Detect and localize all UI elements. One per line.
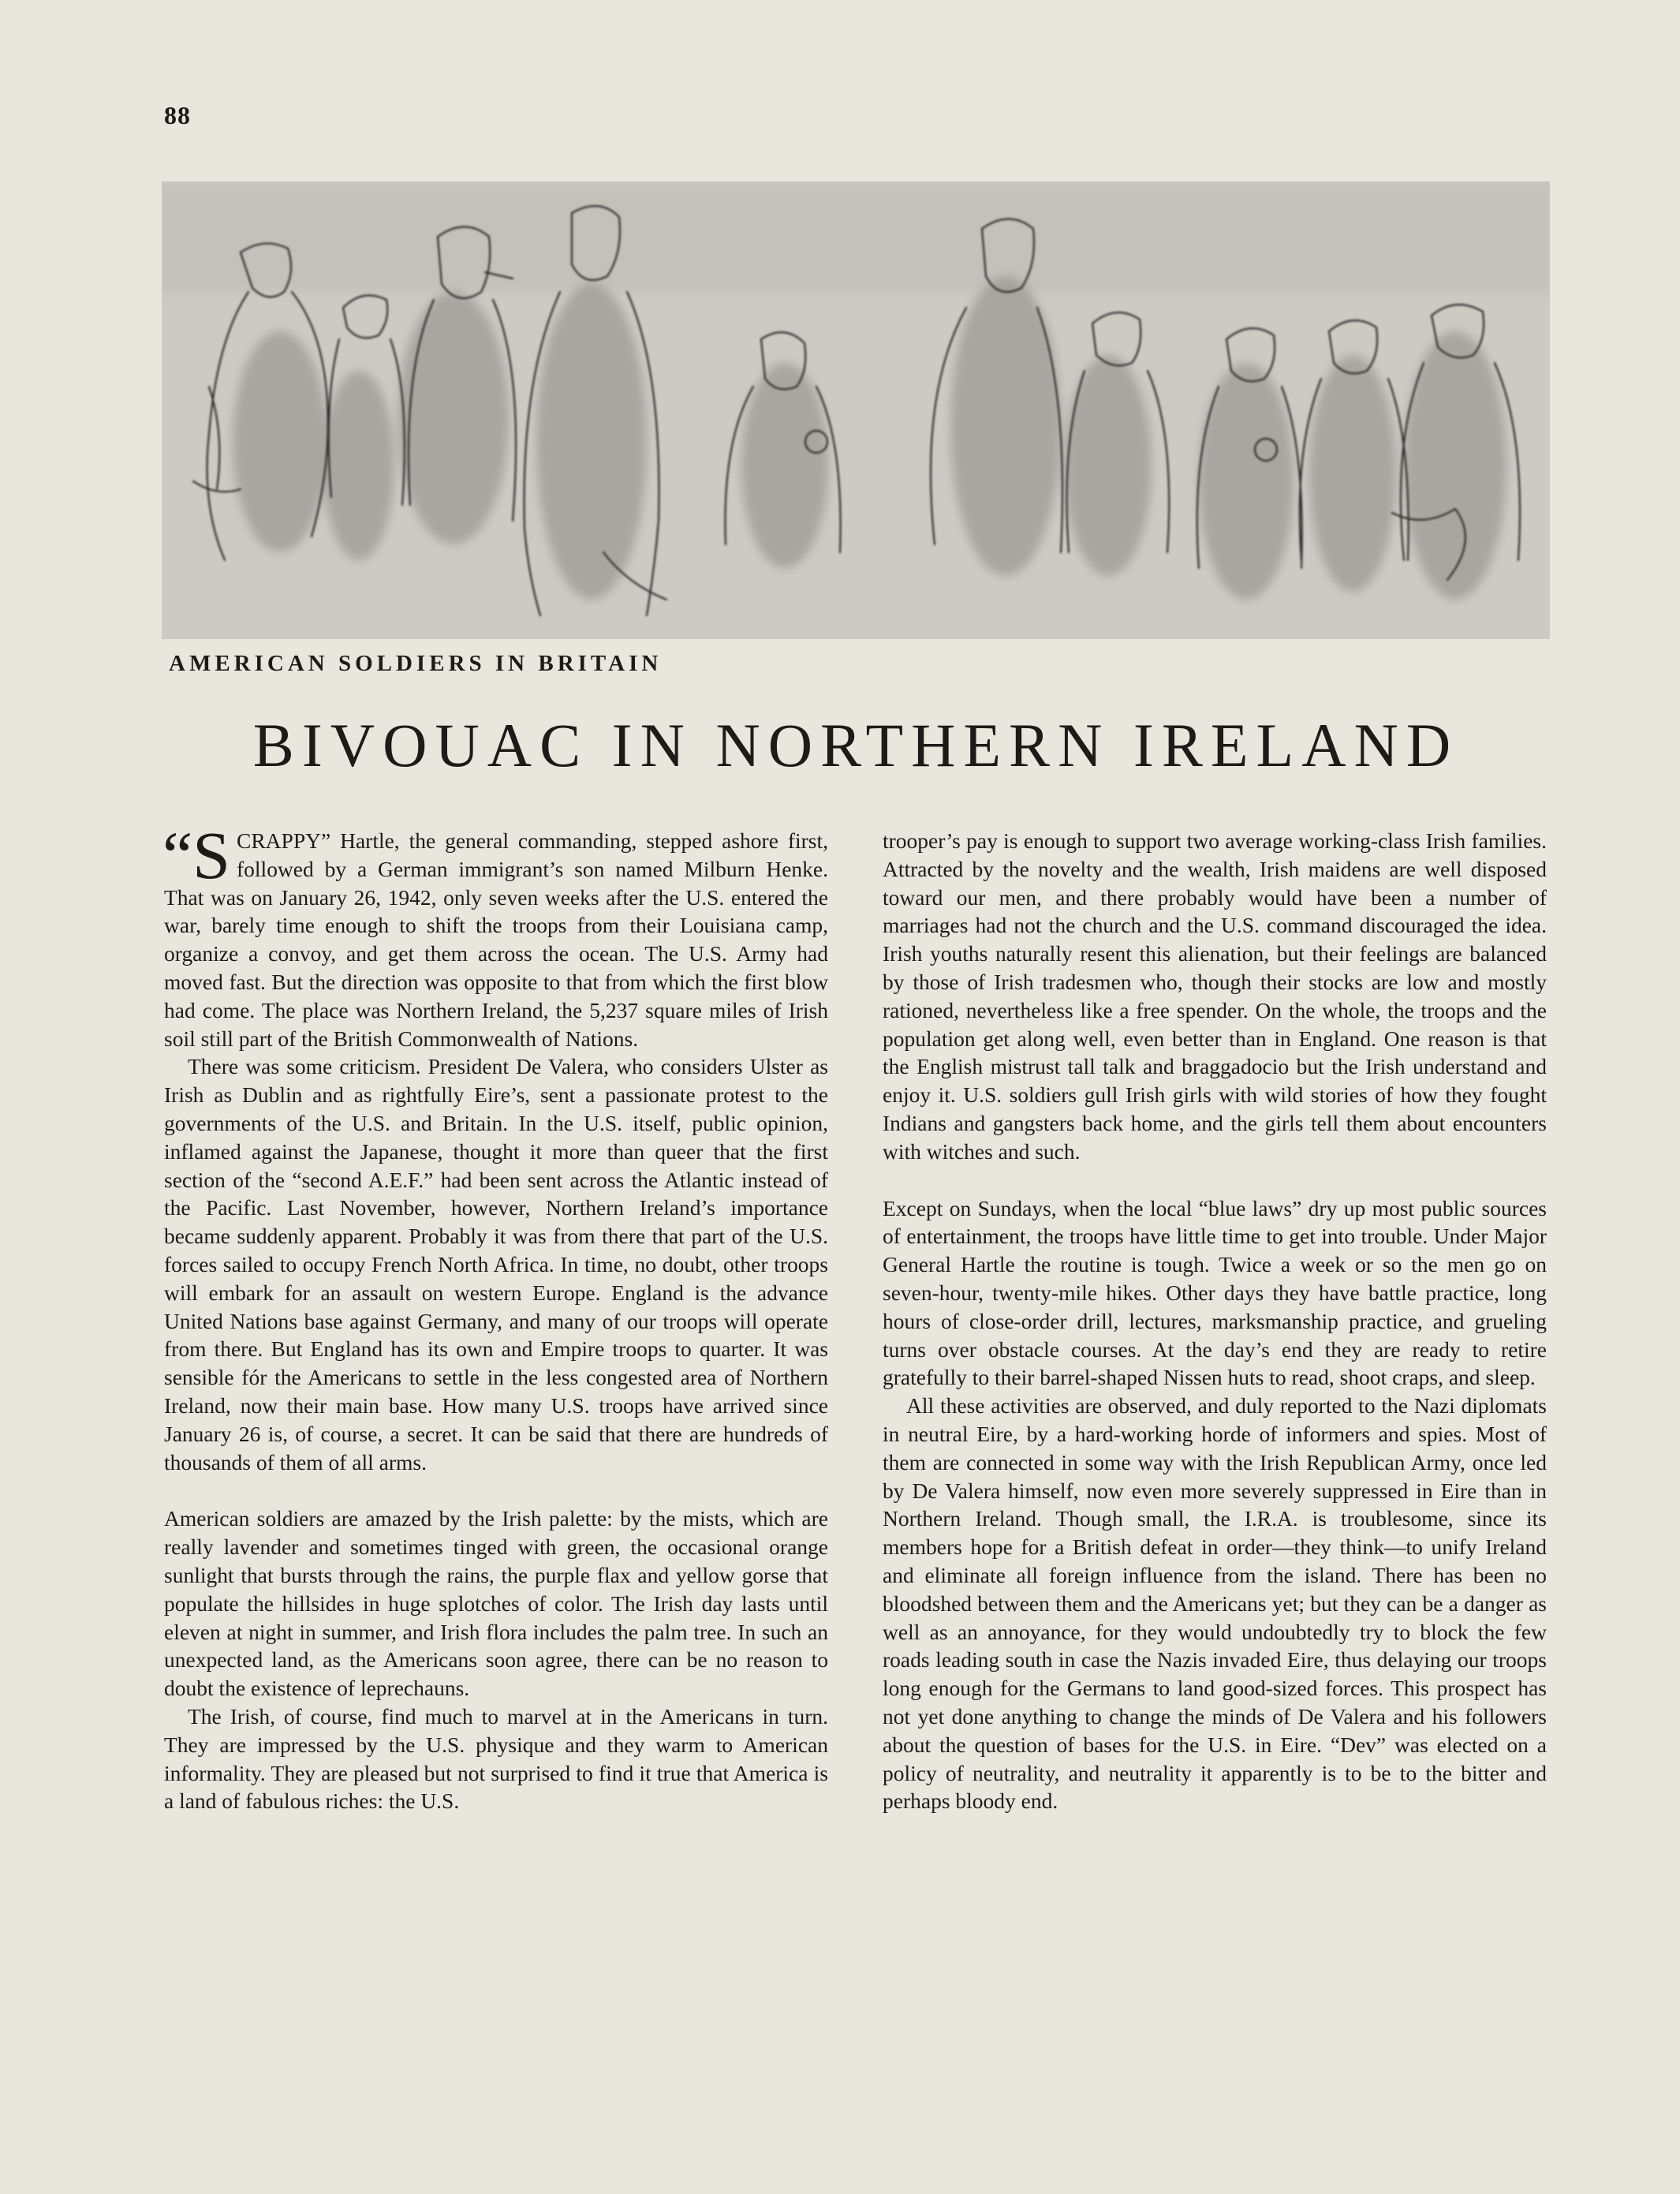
page-number: 88 [164,101,191,129]
paragraph-text: CRAPPY” Hartle, the general commanding, stepped ashore first, followed by a German immigrant’s son named Milburn Henke. That was on January 26, 1942, only seven weeks after the U.S. entered the war, barely time enough to shift the troops from their Louisiana camp, organize a convoy, and get them across the ocean. The U.S. Army had moved fast. But the direction was opposite to that from which the first blow had come. The place was Northern Ireland, the 5,237 square miles of Irish soil still part of the British Commonwealth of Nations. [164,828,828,1051]
article-paragraph: There was some criticism. President De Valera, who considers Ulster as Irish as Dublin and as rightfully Eire’s, sent a passionate protest to the governments of the U.S. and Britain. In the U.S. itself, public opinion, inflamed against the Japanese, thought it more than queer that the first section of the “second A.E.F.” had been sent across the Atlantic instead of the Pacific. Last November, however, Northern Ireland’s importance became suddenly apparent. Probably it was from there that part of the U.S. forces sailed to occupy French North Africa. In time, no doubt, other troops will embark for an assault on western Europe. England is the advance United Nations base against Germany, and many of our troops will operate from there. But England has its own and Empire troops to quarter. It was sensible fór the Americans to settle in the less congested area of Northern Ireland, now their main base. How many U.S. troops have arrived since January 26 is, of course, a secret. It can be said that there are hundreds of thousands of them of all arms. [164,1054,828,1475]
article-paragraph: American soldiers are amazed by the Irish palette: by the mists, which are really lavender and sometimes tinged with green, the occasional orange sunlight that bursts through the rains, the purple flax and yellow gorse that populate the hillsides in huge splotches of color. The Irish day lasts until eleven at night in summer, and Irish flora includes the palm tree. In such an unexpected land, as the Americans soon agree, there can be no reason to doubt the existence of leprechauns. [164,1506,828,1701]
article-column-right [883,827,1547,1815]
article-paragraph: trooper’s pay is enough to support two average working-class Irish families. Attracted by the novelty and the wealth, Irish maidens are well disposed toward our men, and there probably would have been a number of marriages had not the church and the U.S. command discouraged the idea. Irish youths naturally resent this alienation, but their feelings are balanced by those of Irish tradesmen who, though their stocks are low and mostly rationed, nevertheless like a free spender. On the whole, the troops and the population get along well, even better than in England. One reason is that the English mistrust tall talk and braggadocio but the Irish understand and enjoy it. U.S. soldiers gull Irish girls with wild stories of how they fought Indians and gangsters back home, and the girls tell them about encounters with witches and such. [883,828,1547,1164]
drop-cap: “S [162,817,230,893]
article-column-left [162,817,828,1815]
article-headline: BIVOUAC IN NORTHERN IRELAND [252,711,1459,779]
soldiers-sketch-illustration [162,181,1550,639]
section-label: AMERICAN SOLDIERS IN BRITAIN [169,651,663,676]
article-paragraph [162,817,828,1052]
article-paragraph: The Irish, of course, find much to marvel at in the Americans in turn. They are impressed by the U.S. physique and they warm to American informality. They are pleased but not surprised to find it true that America is a land of fabulous riches: the U.S. [164,1703,828,1814]
article-paragraph: All these activities are observed, and duly reported to the Nazi diplomats in neutral Eire, by a hard-working horde of informers and spies. Most of them are connected in some way with the Irish Republican Army, once led by De Valera himself, now even more severely suppressed in Eire than in Northern Ireland. Though small, the I.R.A. is troublesome, since its members hope for a British defeat in order—they think—to unify Ireland and eliminate all foreign influence from the island. There has been no bloodshed between them and the Americans yet; but they can be a danger as well as an annoyance, for they would undoubtedly try to block the few roads leading south in case the Nazis invaded Eire, thus delaying our troops long enough for the Germans to land good-sized forces. This prospect has not yet done anything to change the minds of De Valera and his followers about the question of bases for the U.S. in Eire. “Dev” was elected on a policy of neutrality, and neutrality it apparently is to be to the bitter and perhaps bloody end. [883,1393,1547,1814]
article-paragraph: Except on Sundays, when the local “blue laws” dry up most public sources of entertainment, the troops have little time to get into trouble. Under Major General Hartle the routine is tough. Twice a week or so the men go on seven-hour, twenty-mile hikes. Other days they have battle practice, long hours of close-order drill, lectures, marksmanship practice, and grueling turns over obstacle courses. At the day’s end they are ready to retire gratefully to their barrel-shaped Nissen huts to read, shoot craps, and sleep. [883,1195,1547,1390]
